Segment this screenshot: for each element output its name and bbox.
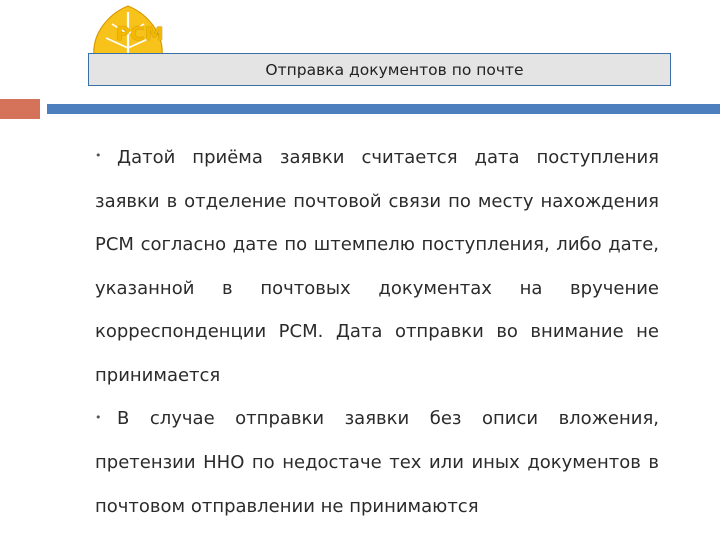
- bullet-icon: •: [95, 410, 102, 424]
- paragraph-2: [95, 397, 659, 528]
- accent-bar-red: [0, 99, 40, 119]
- paragraph-text: В случае отправки заявки без описи вложения, претензии ННО по недостаче тех или иных документов в почтовом отправлении не принимаются: [95, 408, 659, 517]
- title-banner: [88, 53, 671, 86]
- paragraph-text: Датой приёма заявки считается дата поступления заявки в отделение почтовой связи по месту нахождения РСМ согласно дате по штемпелю поступления, либо дате, указанной в почтовых документах на вручение корреспонденции РСМ. Дата отправки во внимание не принимается: [95, 147, 659, 386]
- paragraph-1: [95, 136, 659, 397]
- body-content: [95, 136, 659, 528]
- accent-bar-blue: [47, 104, 720, 114]
- logo-text: РСМ: [116, 23, 165, 45]
- page-title: Отправка документов по почте: [265, 60, 524, 79]
- bullet-icon: •: [95, 149, 102, 163]
